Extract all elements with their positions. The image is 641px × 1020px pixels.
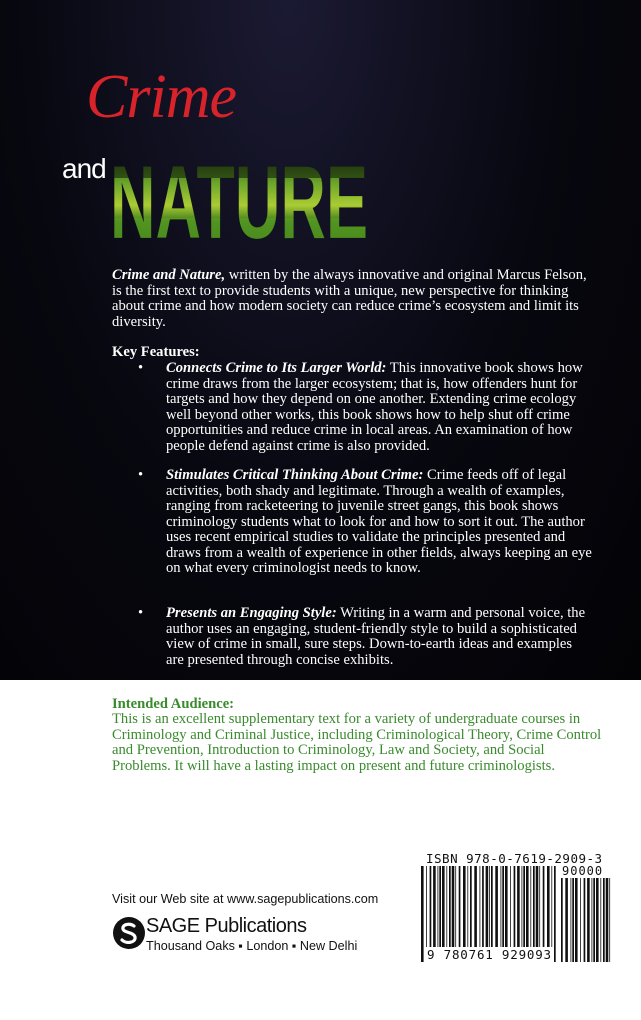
- feature-item: [138, 360, 592, 454]
- bullet: •: [138, 605, 144, 621]
- feature-text: Writing in a warm and personal voice, the author uses an engaging, student-friendly style to build a sophisticated view of crime in small, sure steps. Down-to-earth ideas and examples are presented through concise exhibits.: [166, 605, 586, 668]
- title-and: and: [62, 153, 106, 184]
- title-nature-graphic: [110, 150, 368, 242]
- feature-lead: Presents an Engaging Style:: [166, 605, 337, 621]
- feature-item: [138, 467, 592, 577]
- intro-text: written by the always innovative and original Marcus Felson, is the first text to provide students with a unique, new perspective for thinking about crime and how modern society can reduce crime’s ecosystem and limit its diversity.: [112, 267, 587, 330]
- ean-number: 9 780761 929093: [427, 947, 552, 962]
- bullet: •: [138, 360, 144, 376]
- feature-text: Crime feeds off of legal activities, both shady and legitimate. Through a wealth of examples, ranging from racketeering to juvenile street gangs, this book shows criminology students what to look for and how to sort it out. The author uses recent empirical studies to validate the principles presented and draws from a wealth of experience in other fields, always keeping an eye on what every criminologist needs to know.: [166, 467, 592, 576]
- isbn-label: ISBN 978-0-7619-2909-3: [426, 851, 603, 866]
- intro-book-title: Crime and Nature,: [112, 267, 226, 283]
- title-nature-text: NATURE: [110, 150, 368, 242]
- feature-lead: Connects Crime to Its Larger World:: [166, 360, 387, 376]
- publisher-name: SAGE Publications: [146, 915, 307, 937]
- feature-lead: Stimulates Critical Thinking About Crime:: [166, 467, 424, 483]
- publisher-places: Thousand Oaks ▪ London ▪ New Delhi: [146, 939, 358, 953]
- sage-logo-icon: [112, 916, 146, 950]
- title-crime: Crime: [86, 63, 236, 131]
- key-features-heading: Key Features:: [112, 344, 200, 360]
- bullet: •: [138, 467, 144, 483]
- intro-paragraph: [112, 268, 592, 330]
- feature-item: [138, 605, 592, 668]
- audience-heading: Intended Audience:: [112, 696, 235, 712]
- audience-text: This is an excellent supplementary text for a variety of undergraduate courses in Criminology and Criminal Justice, including Criminological Theory, Crime Control and Prevention, Introduction to Criminology, Law and Society, and Social Problems. It will have a lasting impact on present and future criminologists.: [112, 711, 602, 774]
- website-line: Visit our Web site at www.sagepublications.com: [112, 892, 379, 906]
- price-addon-code: 90000: [562, 864, 604, 878]
- price-addon-barcode: [560, 878, 612, 962]
- feature-text: This innovative book shows how crime draws from the larger ecosystem; that is, how offenders hunt for targets and how they depend on one another. Extending crime ecology well beyond other works, this book shows how to help shut off crime opportunities and reduce crime in local areas. An examination of how people defend against crime is also provided.: [166, 360, 583, 454]
